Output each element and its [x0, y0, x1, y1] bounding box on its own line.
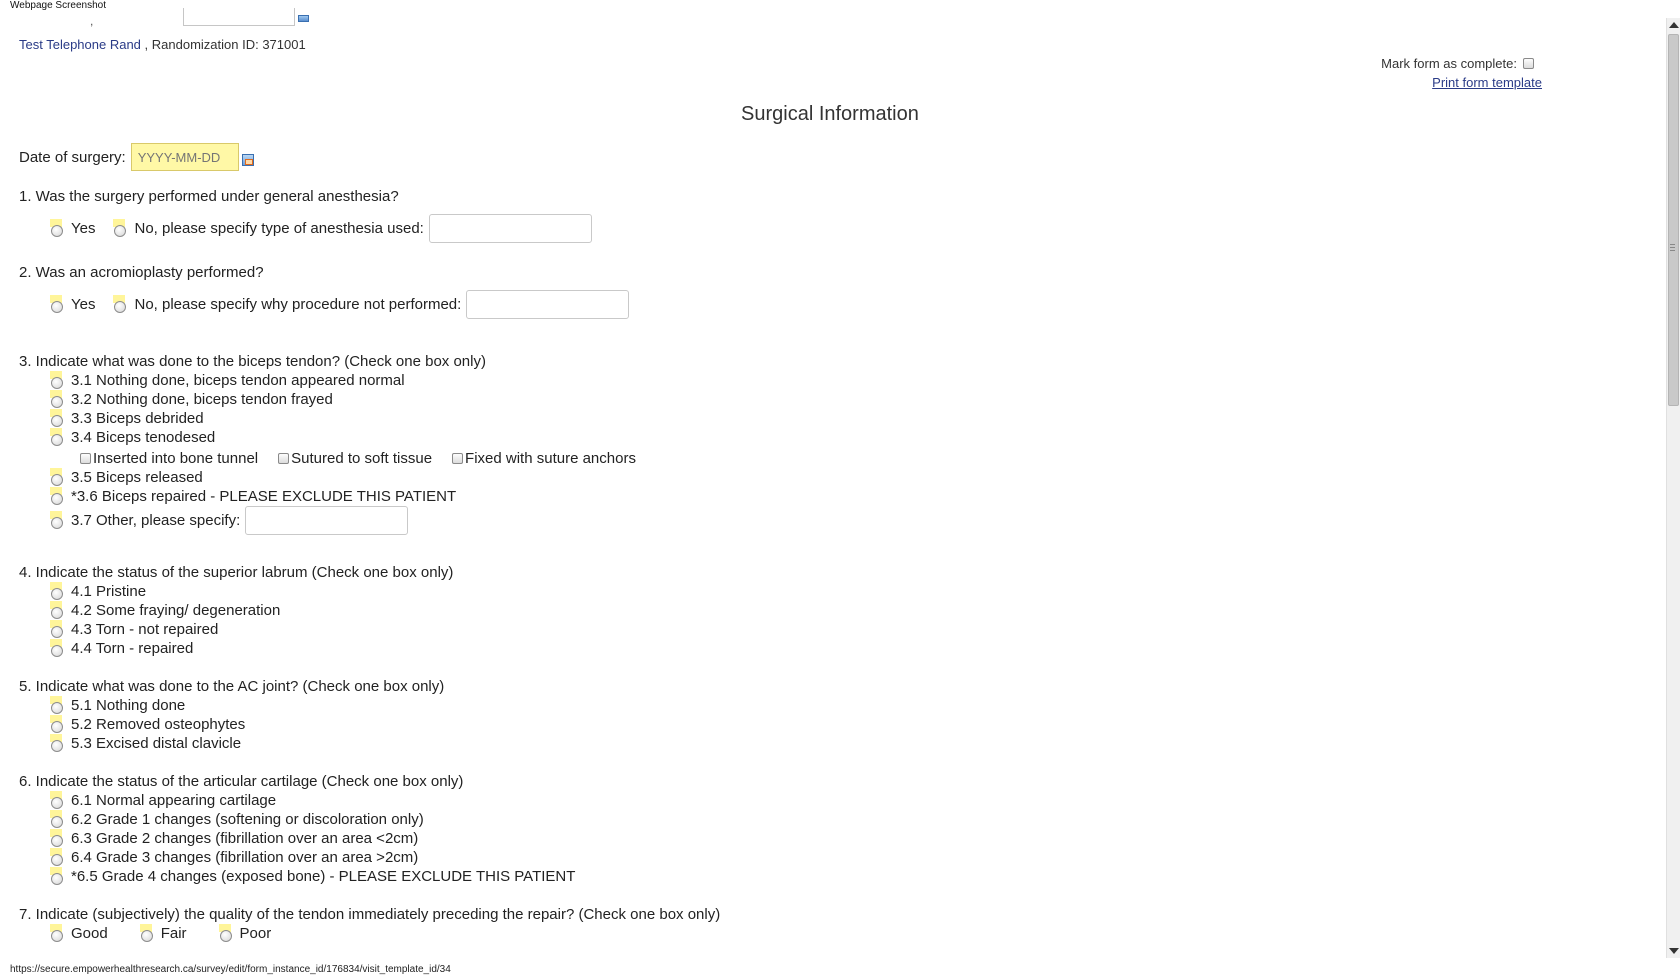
- q3-tenodesis-suboptions: [80, 450, 636, 467]
- q5-option-1-radio[interactable]: [50, 698, 66, 714]
- calendar-icon[interactable]: [242, 154, 254, 166]
- q1-yes-radio[interactable]: [50, 221, 66, 237]
- q2-yes-label: Yes: [71, 296, 96, 313]
- q3-option-6[interactable]: [50, 488, 456, 505]
- q5-option-1-label: 5.1 Nothing done: [71, 697, 186, 714]
- scroll-up-arrow-icon[interactable]: [1669, 22, 1679, 28]
- q4-option-4[interactable]: [50, 640, 193, 657]
- q7-options: [50, 925, 271, 942]
- q2-no-radio[interactable]: [113, 297, 129, 313]
- question-3-title: 3. Indicate what was done to the biceps tendon? (Check one box only): [19, 353, 486, 370]
- scroll-down-arrow-icon[interactable]: [1669, 948, 1679, 954]
- q3-option-6-label: *3.6 Biceps repaired - PLEASE EXCLUDE THIS PATIENT: [71, 488, 457, 505]
- q4-option-2-radio[interactable]: [50, 603, 66, 619]
- top-fragment-input[interactable]: [183, 8, 295, 26]
- q4-option-1[interactable]: [50, 583, 146, 600]
- question-2-title: 2. Was an acromioplasty performed?: [19, 264, 264, 281]
- q6-option-5[interactable]: [50, 868, 575, 885]
- q7-poor-label: Poor: [239, 925, 272, 942]
- q3-option-2-radio[interactable]: [50, 392, 66, 408]
- fixed-with-suture-anchors-label: Fixed with suture anchors: [465, 450, 636, 467]
- q3-option-5-radio[interactable]: [50, 470, 66, 486]
- inserted-into-bone-tunnel-label: Inserted into bone tunnel: [93, 450, 259, 467]
- patient-separator: ,: [140, 37, 152, 52]
- inserted-into-bone-tunnel-checkbox[interactable]: [80, 453, 91, 464]
- date-of-surgery-row: [19, 143, 254, 171]
- print-form-template-link[interactable]: Print form template: [1432, 75, 1542, 90]
- scrollbar-grip-icon: [1670, 244, 1675, 245]
- q6-option-4[interactable]: [50, 849, 418, 866]
- status-bar-url: https://secure.empowerhealthresearch.ca/survey/edit/form_instance_id/176834/visit_template_id/34: [10, 964, 451, 975]
- q5-option-2-radio[interactable]: [50, 717, 66, 733]
- q3-option-1-label: 3.1 Nothing done, biceps tendon appeared normal: [71, 372, 405, 389]
- q7-good-radio[interactable]: [50, 926, 66, 942]
- q3-option-6-radio[interactable]: [50, 489, 66, 505]
- q6-option-1[interactable]: [50, 792, 276, 809]
- q4-option-4-radio[interactable]: [50, 641, 66, 657]
- q3-option-1-radio[interactable]: [50, 373, 66, 389]
- q5-option-1[interactable]: [50, 697, 185, 714]
- q5-option-3-label: 5.3 Excised distal clavicle: [71, 735, 242, 752]
- q6-option-2[interactable]: [50, 811, 424, 828]
- q1-options: [50, 214, 592, 243]
- q6-option-5-radio[interactable]: [50, 869, 66, 885]
- q3-option-7-label: 3.7 Other, please specify:: [71, 512, 241, 529]
- q3-option-3[interactable]: [50, 410, 204, 427]
- q6-option-4-radio[interactable]: [50, 850, 66, 866]
- q3-option-4-label: 3.4 Biceps tenodesed: [71, 429, 216, 446]
- patient-info: [19, 37, 306, 52]
- q4-option-1-radio[interactable]: [50, 584, 66, 600]
- mark-complete: [1381, 56, 1534, 71]
- mark-complete-checkbox[interactable]: [1523, 58, 1534, 69]
- q1-no-label: No, please specify type of anesthesia used:: [134, 220, 424, 237]
- q3-option-2-label: 3.2 Nothing done, biceps tendon frayed: [71, 391, 333, 408]
- q4-option-1-label: 4.1 Pristine: [71, 583, 147, 600]
- randomization-id: Randomization ID: 371001: [151, 37, 306, 52]
- q6-option-2-label: 6.2 Grade 1 changes (softening or discoloration only): [71, 811, 424, 828]
- vertical-scrollbar[interactable]: [1666, 18, 1680, 958]
- fixed-with-suture-anchors-checkbox[interactable]: [452, 453, 463, 464]
- q5-option-3[interactable]: [50, 735, 241, 752]
- date-of-surgery-label: Date of surgery:: [19, 148, 126, 166]
- q4-option-3-label: 4.3 Torn - not repaired: [71, 621, 219, 638]
- sutured-to-soft-tissue-checkbox[interactable]: [278, 453, 289, 464]
- question-4-title: 4. Indicate the status of the superior labrum (Check one box only): [19, 564, 454, 581]
- q4-option-3[interactable]: [50, 621, 218, 638]
- question-1-title: 1. Was the surgery performed under general anesthesia?: [19, 188, 399, 205]
- q2-yes-radio[interactable]: [50, 297, 66, 313]
- q3-option-5-label: 3.5 Biceps released: [71, 469, 203, 486]
- q7-fair-radio[interactable]: [140, 926, 156, 942]
- q3-option-2[interactable]: [50, 391, 333, 408]
- page-title: Surgical Information: [741, 103, 919, 125]
- window-title: Webpage Screenshot: [10, 0, 106, 11]
- q2-options: [50, 290, 629, 319]
- q6-option-1-radio[interactable]: [50, 793, 66, 809]
- top-fragment-text: ,: [90, 14, 94, 28]
- q4-option-4-label: 4.4 Torn - repaired: [71, 640, 194, 657]
- q3-option-7-radio[interactable]: [50, 513, 66, 529]
- q3-option-4-radio[interactable]: [50, 430, 66, 446]
- question-6-title: 6. Indicate the status of the articular cartilage (Check one box only): [19, 773, 464, 790]
- q1-yes-label: Yes: [71, 220, 96, 237]
- patient-name-link[interactable]: Test Telephone Rand: [19, 37, 141, 52]
- q2-no-label: No, please specify why procedure not performed:: [134, 296, 462, 313]
- q6-option-5-label: *6.5 Grade 4 changes (exposed bone) - PLEASE EXCLUDE THIS PATIENT: [71, 868, 576, 885]
- q6-option-3[interactable]: [50, 830, 418, 847]
- question-5-title: 5. Indicate what was done to the AC joint? (Check one box only): [19, 678, 445, 695]
- q2-reason-input[interactable]: [466, 290, 629, 319]
- date-of-surgery-input[interactable]: [131, 143, 239, 171]
- sutured-to-soft-tissue-label: Sutured to soft tissue: [291, 450, 433, 467]
- q5-option-2[interactable]: [50, 716, 245, 733]
- q3-option-4[interactable]: [50, 429, 215, 446]
- q1-anesthesia-type-input[interactable]: [429, 214, 592, 243]
- q3-other-input[interactable]: [245, 506, 408, 535]
- q1-no-radio[interactable]: [113, 221, 129, 237]
- q3-option-3-radio[interactable]: [50, 411, 66, 427]
- q6-option-3-radio[interactable]: [50, 831, 66, 847]
- q3-option-3-label: 3.3 Biceps debrided: [71, 410, 204, 427]
- q6-option-1-label: 6.1 Normal appearing cartilage: [71, 792, 277, 809]
- calendar-icon[interactable]: [298, 15, 309, 22]
- q4-option-2[interactable]: [50, 602, 280, 619]
- q6-option-3-label: 6.3 Grade 2 changes (fibrillation over an area <2cm): [71, 830, 419, 847]
- q4-option-3-radio[interactable]: [50, 622, 66, 638]
- question-7-title: 7. Indicate (subjectively) the quality of the tendon immediately preceding the repair? (Check one box only): [19, 906, 721, 923]
- scrollbar-thumb[interactable]: [1668, 34, 1679, 406]
- q7-poor-radio[interactable]: [219, 926, 235, 942]
- q7-fair-label: Fair: [160, 925, 187, 942]
- q5-option-3-radio[interactable]: [50, 736, 66, 752]
- q3-option-5[interactable]: [50, 469, 203, 486]
- q7-good-label: Good: [71, 925, 108, 942]
- q4-option-2-label: 4.2 Some fraying/ degeneration: [71, 602, 281, 619]
- mark-complete-label: Mark form as complete:: [1381, 56, 1517, 71]
- q3-option-1[interactable]: [50, 372, 405, 389]
- q6-option-4-label: 6.4 Grade 3 changes (fibrillation over an area >2cm): [71, 849, 419, 866]
- q5-option-2-label: 5.2 Removed osteophytes: [71, 716, 246, 733]
- q3-option-7[interactable]: [50, 506, 408, 535]
- q6-option-2-radio[interactable]: [50, 812, 66, 828]
